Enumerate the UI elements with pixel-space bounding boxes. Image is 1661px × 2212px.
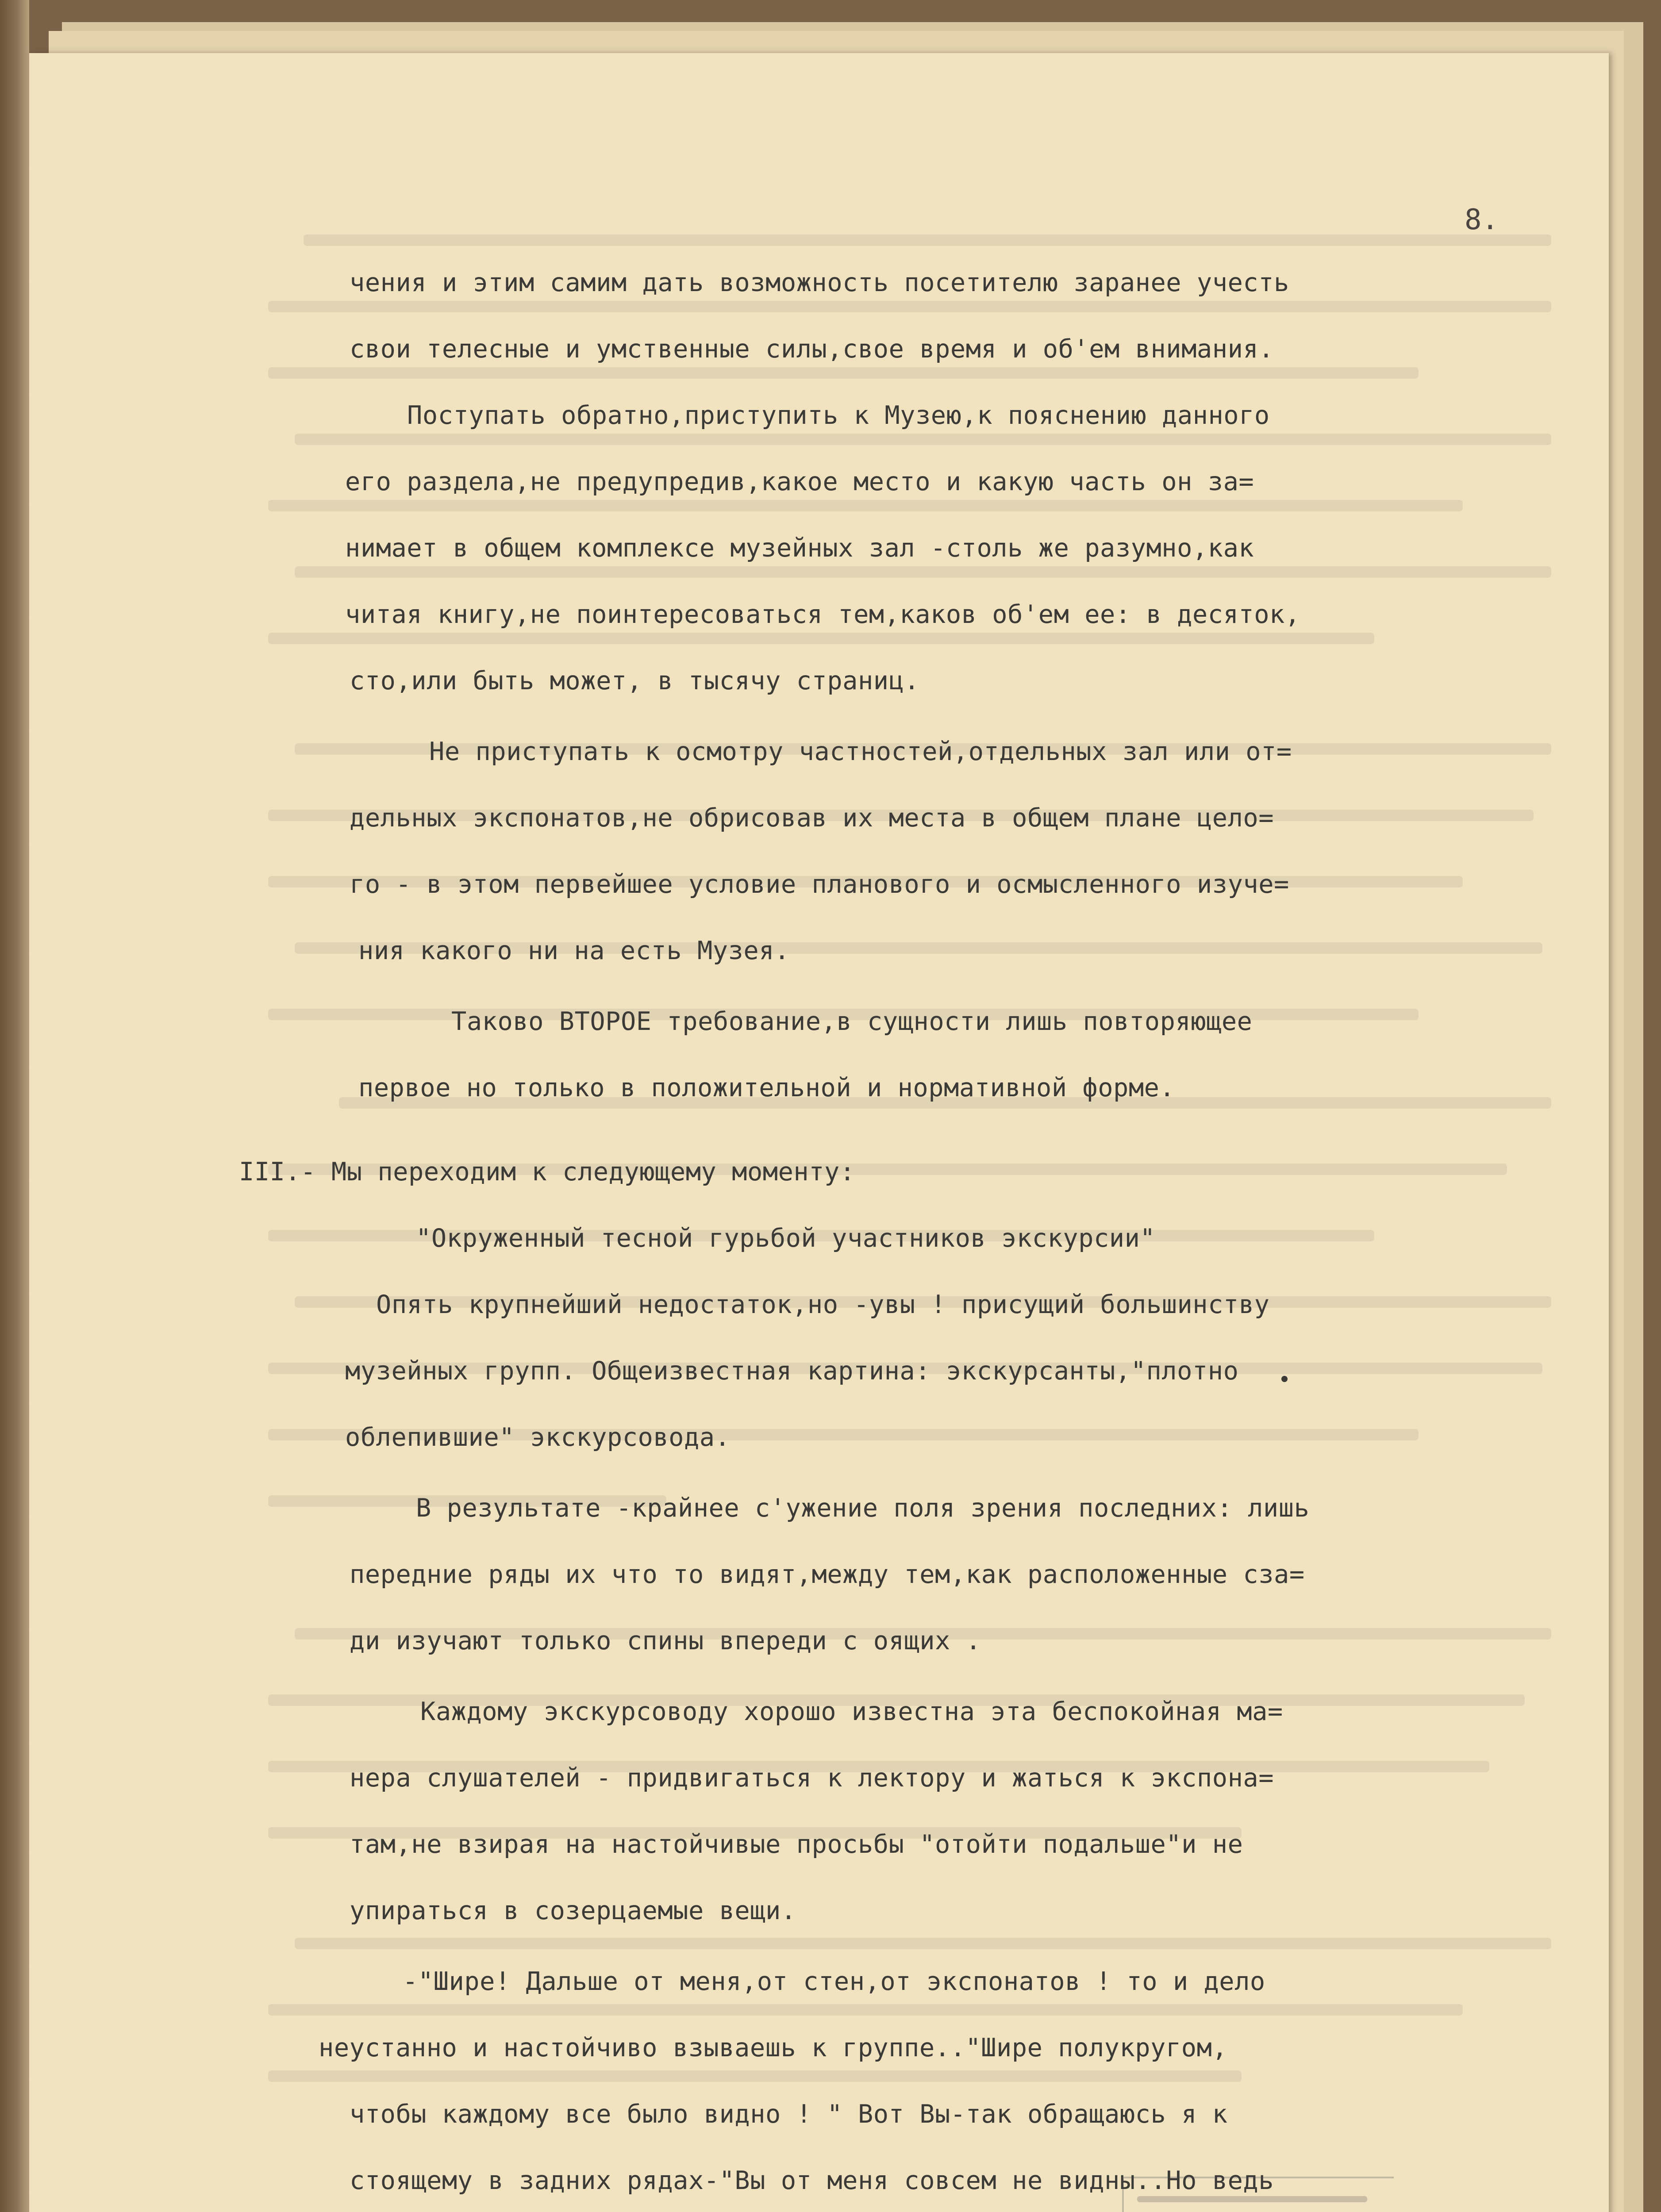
- text-line: чения и этим самим дать возможность посетителю заранее учесть: [350, 268, 1289, 297]
- text-line: го - в этом первейшее условие планового и осмысленного изуче=: [350, 870, 1289, 899]
- quoted-line: "Окруженный тесной гурьбой участников экскурсии": [416, 1224, 1156, 1253]
- text-line: читая книгу,не поинтересоваться тем,каков об'ем ее: в десяток,: [345, 600, 1300, 629]
- text-line: упираться в созерцаемые вещи.: [350, 1896, 796, 1925]
- bleed-through-text: [29, 53, 1609, 2212]
- typewritten-page: [29, 53, 1609, 2212]
- text-line: ди изучают только спины впереди с оящих .: [350, 1626, 981, 1655]
- text-line: Таково ВТОРОЕ требование,в сущности лишь повторяющее: [451, 1007, 1253, 1036]
- text-line: там,не взирая на настойчивые просьбы "отойти подальше"и не: [350, 1830, 1243, 1859]
- text-line: -"Шире! Дальше от меня,от стен,от экспонатов ! то и дело: [403, 1967, 1265, 1996]
- text-line: дельных экспонатов,не обрисовав их места в общем плане цело=: [350, 803, 1274, 833]
- text-line: Не приступать к осмотру частностей,отдельных зал или от=: [429, 737, 1292, 766]
- text-line: чтобы каждому все было видно ! " Вот Вы-так обращаюсь я к: [350, 2100, 1228, 2129]
- archive-stamp: [1122, 2177, 1394, 2212]
- text-line: нера слушателей - придвигаться к лектору и жаться к экспона=: [350, 1763, 1274, 1793]
- text-line: стоящему в задних рядах-"Вы от меня совсем не видны..Но ведь: [350, 2166, 1274, 2195]
- text-line: ния какого ни на есть Музея.: [358, 936, 790, 965]
- page-number: 8.: [1465, 204, 1499, 236]
- paper-stack-edge: [0, 0, 29, 2212]
- text-line: неустанно и настойчиво взываешь к группе.."Шире полукругом,: [319, 2033, 1228, 2062]
- text-line: Поступать обратно,приступить к Музею,к пояснению данного: [407, 401, 1270, 430]
- ink-speck: [1281, 1376, 1288, 1382]
- text-line: Каждому экскурсоводу хорошо известна эта беспокойная ма=: [420, 1697, 1283, 1726]
- text-line: Опять крупнейший недостаток,но -увы ! присущий большинству: [376, 1290, 1270, 1319]
- text-line: его раздела,не предупредив,какое место и какую часть он за=: [345, 467, 1254, 496]
- section-heading: III.- Мы переходим к следующему моменту:: [239, 1157, 855, 1187]
- text-line: свои телесные и умственные силы,свое время и об'ем внимания.: [350, 334, 1274, 364]
- text-line: музейных групп. Общеизвестная картина: экскурсанты,"плотно: [345, 1356, 1239, 1386]
- text-line: В результате -крайнее с'ужение поля зрения последних: лишь: [416, 1494, 1310, 1523]
- text-line: облепившие" экскурсовода.: [345, 1423, 731, 1452]
- text-line: передние ряды их что то видят,между тем,как расположенные сза=: [350, 1560, 1305, 1589]
- text-line: нимает в общем комплексе музейных зал -столь же разумно,как: [345, 534, 1254, 563]
- text-line: первое но только в положительной и нормативной форме.: [358, 1073, 1175, 1102]
- text-line: сто,или быть может, в тысячу страниц.: [350, 666, 920, 695]
